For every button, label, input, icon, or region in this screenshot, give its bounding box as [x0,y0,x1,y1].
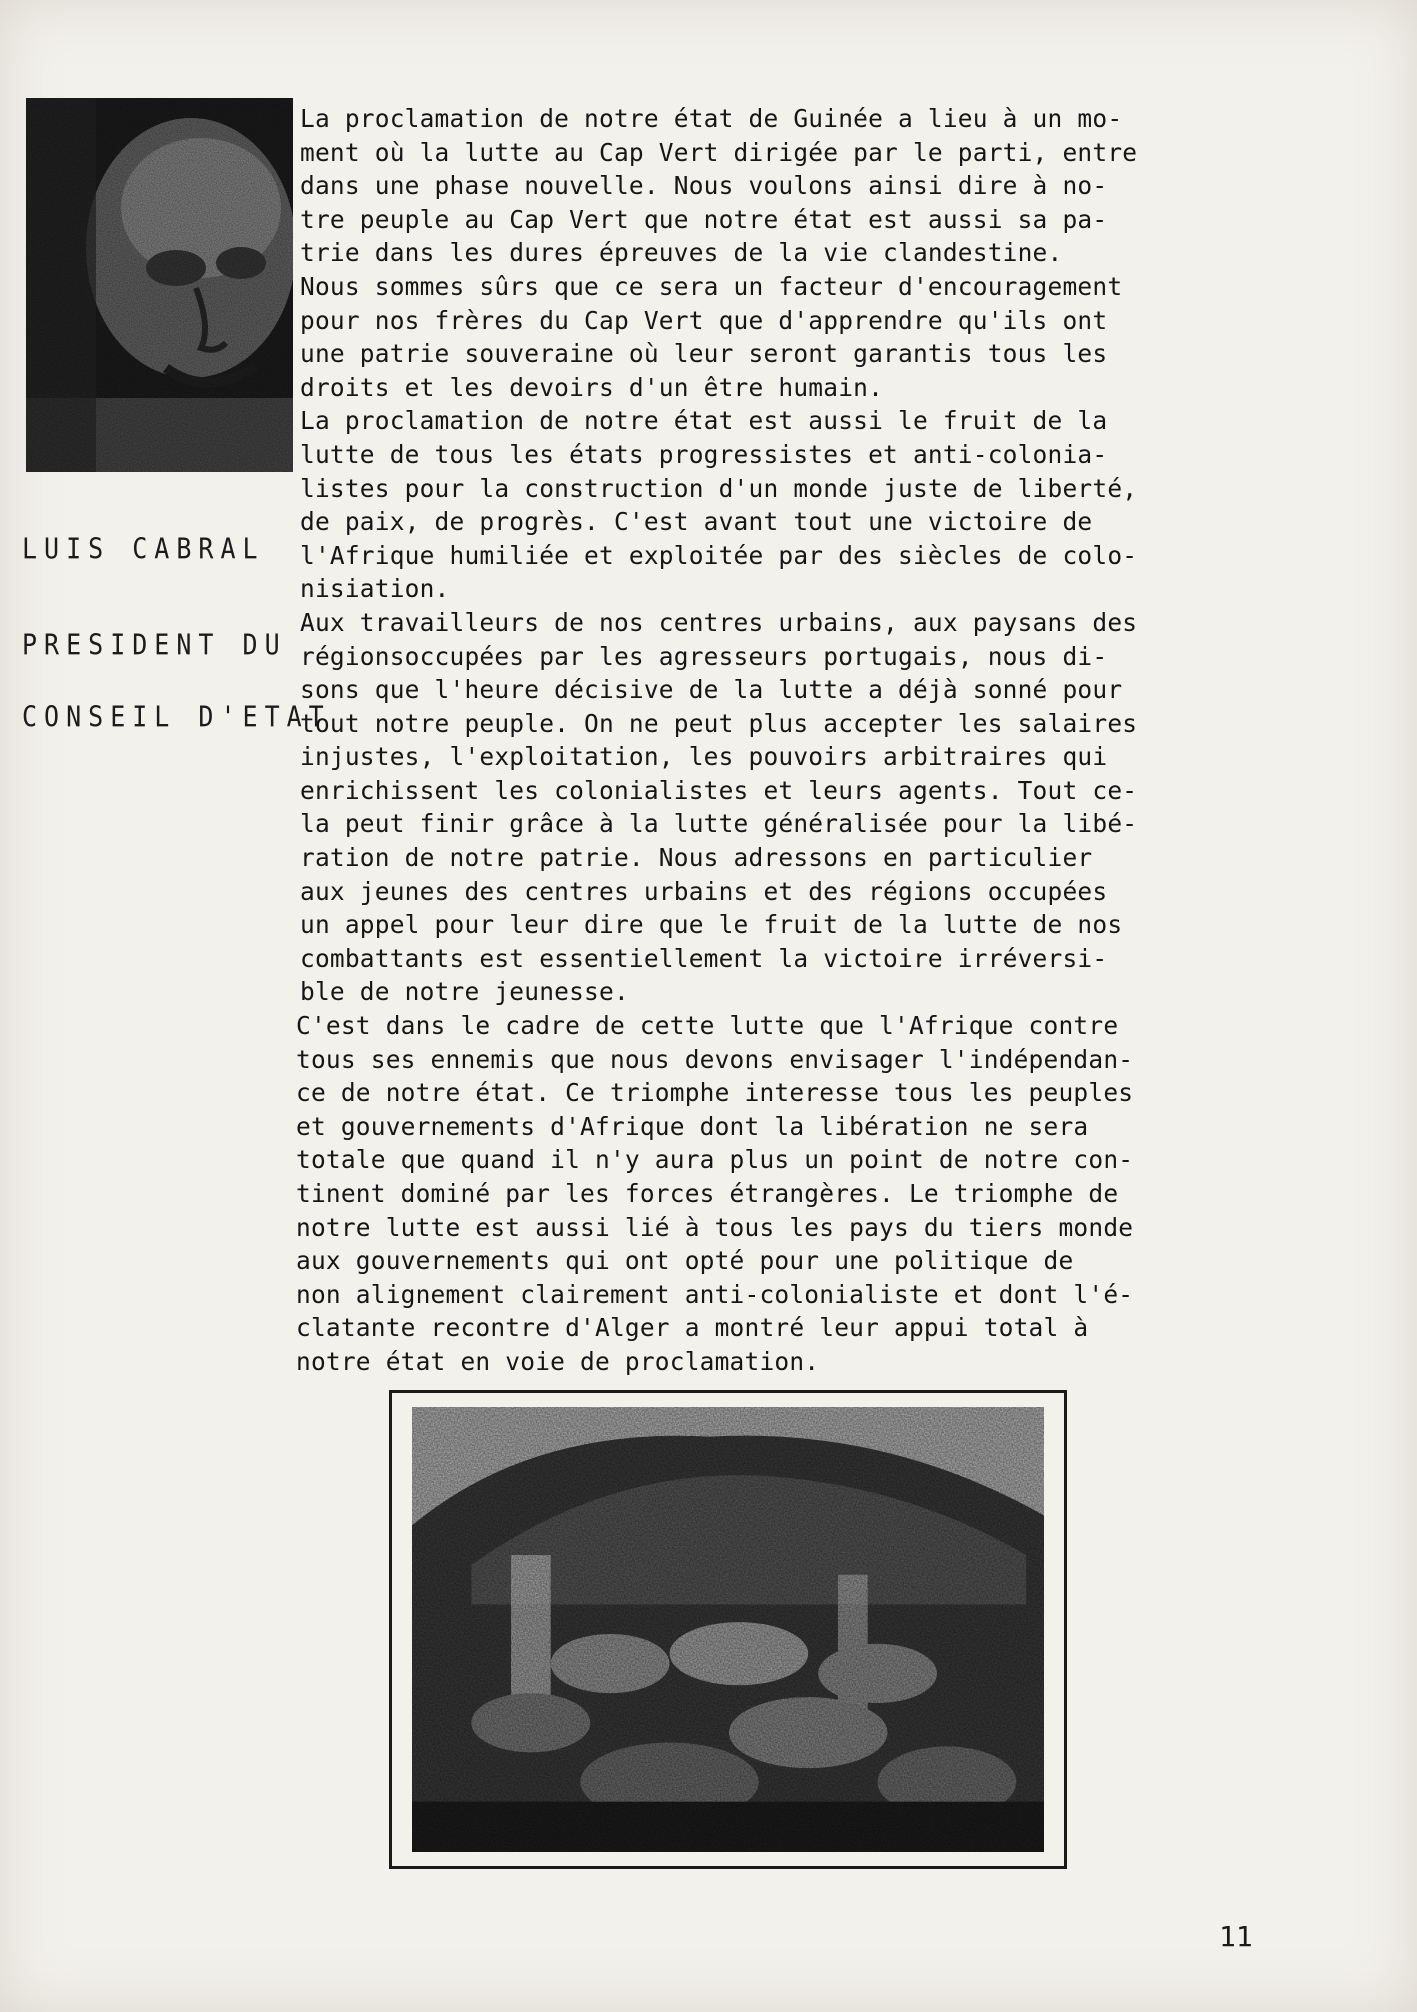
text-line: clatante recontre d'Alger a montré leur appui total à [296,1313,1089,1343]
speaker-title-line2: CONSEIL D'ETAT [22,700,331,734]
text-line: injustes, l'exploitation, les pouvoirs arbitraires qui [300,742,1108,772]
text-line: tout notre peuple. On ne peut plus accepter les salaires [300,708,1138,738]
text-line: La proclamation de notre état est aussi le fruit de la [300,406,1108,436]
text-line: pour nos frères du Cap Vert que d'apprendre qu'ils ont [300,305,1108,335]
crowd-photo-frame [389,1390,1067,1869]
text-line: régionsoccupées par les agresseurs portugais, nous di- [300,641,1108,671]
text-line: trie dans les dures épreuves de la vie clandestine. [300,238,1063,268]
text-line: La proclamation de notre état de Guinée a lieu à un mo- [300,104,1123,133]
text-line: ration de notre patrie. Nous adressons en particulier [300,843,1093,873]
text-line: dans une phase nouvelle. Nous voulons ainsi dire à no- [300,171,1108,201]
text-line: une patrie souveraine où leur seront garantis tous les [300,339,1108,369]
text-line: sons que l'heure décisive de la lutte a déjà sonné pour [300,675,1123,705]
text-line: ce de notre état. Ce triomphe interesse tous les peuples [296,1078,1134,1108]
speaker-title-line1: PRESIDENT DU [22,628,287,662]
text-line: aux jeunes des centres urbains et des régions occupées [300,876,1108,906]
text-line: notre lutte est aussi lié à tous les pays du tiers monde [296,1212,1134,1242]
text-line: non alignement clairement anti-colonialiste et dont l'é- [296,1279,1134,1309]
text-line: ment où la lutte au Cap Vert dirigée par le parti, entre [300,137,1138,167]
text-line: Nous sommes sûrs que ce sera un facteur d'encouragement [300,271,1123,301]
text-line: tous ses ennemis que nous devons envisager l'indépendan- [296,1044,1134,1074]
speaker-name: LUIS CABRAL [22,532,265,566]
text-line: la peut finir grâce à la lutte généralisée pour la libé- [300,809,1138,839]
text-line: l'Afrique humiliée et exploitée par des siècles de colo- [300,540,1138,570]
crowd-photo [412,1407,1044,1852]
text-line: combattants est essentiellement la victoire irréversi- [300,943,1108,973]
text-line: enrichissent les colonialistes et leurs agents. Tout ce- [300,775,1138,805]
text-line: un appel pour leur dire que le fruit de la lutte de nos [300,910,1123,940]
text-line: de paix, de progrès. C'est avant tout une victoire de [300,507,1093,537]
text-line: totale que quand il n'y aura plus un point de notre con- [296,1145,1134,1175]
page-number: 11 [1219,1920,1253,1953]
text-line: et gouvernements d'Afrique dont la libération ne sera [296,1111,1089,1141]
text-line: listes pour la construction d'un monde juste de liberté, [300,473,1138,503]
portrait-photo [26,98,293,472]
speech-text [296,102,1340,1379]
text-line: aux gouvernements qui ont opté pour une politique de [296,1246,1074,1276]
text-line: notre état en voie de proclamation. [296,1346,820,1376]
text-line: tinent dominé par les forces étrangères. Le triomphe de [296,1179,1119,1208]
text-line: nisiation. [300,574,450,604]
text-line: lutte de tous les états progressistes et anti-colonia- [300,439,1108,469]
text-line: tre peuple au Cap Vert que notre état est aussi sa pa- [300,204,1108,234]
text-line: Aux travailleurs de nos centres urbains, aux paysans des [300,607,1138,637]
text-line: C'est dans le cadre de cette lutte que l'Afrique contre [296,1011,1119,1041]
text-line: droits et les devoirs d'un être humain. [300,372,884,402]
text-line: ble de notre jeunesse. [300,977,629,1007]
